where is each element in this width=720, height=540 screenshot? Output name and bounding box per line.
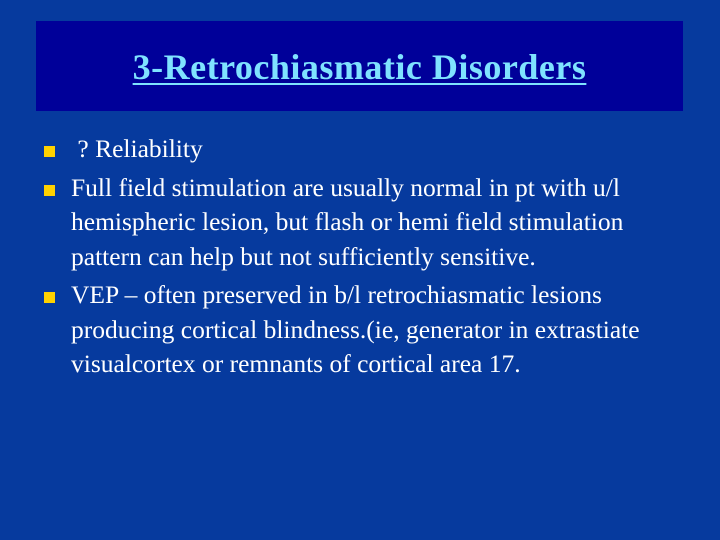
square-bullet-icon: [44, 146, 55, 157]
bullet-list: [44, 132, 684, 386]
title-bar: [36, 21, 683, 111]
bullet-item-full-field: [44, 171, 684, 275]
slide-title: 3-Retrochiasmatic Disorders: [132, 47, 587, 87]
bullet-item-vep: [44, 278, 684, 382]
square-bullet-icon: [44, 292, 55, 303]
bullet-text: VEP – often preserved in b/l retrochiasmatic lesions producing cortical blindness.(ie, generator in extrastiate visualcortex or remnants of cortical area 17.: [71, 280, 640, 378]
bullet-item-reliability: [44, 132, 684, 167]
bullet-text: Full field stimulation are usually normal in pt with u/l hemispheric lesion, but flash or hemi field stimulation pattern can help but not sufficiently sensitive.: [71, 172, 624, 271]
square-bullet-icon: [44, 185, 55, 196]
bullet-text: ? Reliability: [71, 134, 203, 163]
